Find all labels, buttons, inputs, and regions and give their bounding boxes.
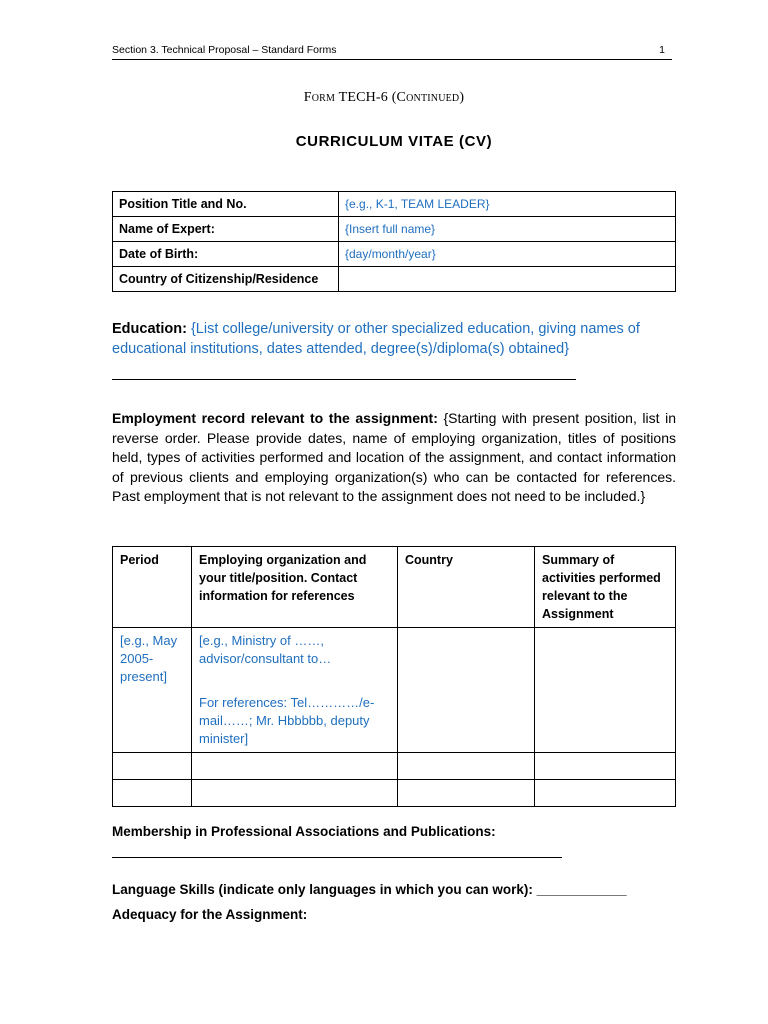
citizenship-label: Country of Citizenship/Residence bbox=[113, 267, 339, 292]
page-number: 1 bbox=[659, 44, 665, 56]
example-references: For references: Tel…………/e-mail……; Mr. Hbbbbb, deputy minister] bbox=[199, 695, 375, 746]
table-cell[interactable] bbox=[113, 780, 192, 807]
date-of-birth-label: Date of Birth: bbox=[113, 242, 339, 267]
language-skills-label: Language Skills (indicate only languages in which you can work): ____________ bbox=[112, 882, 627, 897]
column-header-summary: Summary of activities performed relevant to the Assignment bbox=[535, 547, 676, 628]
employment-section bbox=[112, 409, 676, 507]
adequacy-label: Adequacy for the Assignment: bbox=[112, 907, 308, 922]
example-country[interactable] bbox=[398, 628, 535, 753]
position-title-label: Position Title and No. bbox=[113, 192, 339, 217]
section-title: Section 3. Technical Proposal – Standard Forms bbox=[112, 44, 337, 56]
form-label: Form TECH-6 (Continued) bbox=[303, 90, 465, 105]
table-cell[interactable] bbox=[398, 780, 535, 807]
column-header-organization: Employing organization and your title/position. Contact information for references bbox=[192, 547, 398, 628]
citizenship-field[interactable] bbox=[339, 267, 676, 292]
education-section bbox=[112, 319, 678, 359]
example-summary[interactable] bbox=[535, 628, 676, 753]
table-row bbox=[113, 753, 676, 780]
table-cell[interactable] bbox=[113, 753, 192, 780]
expert-name-field[interactable]: {Insert full name} bbox=[339, 217, 676, 242]
expert-info-table bbox=[112, 191, 676, 292]
table-cell[interactable] bbox=[535, 753, 676, 780]
table-cell[interactable] bbox=[398, 753, 535, 780]
table-row bbox=[113, 267, 676, 292]
example-period[interactable]: [e.g., May 2005-present] bbox=[113, 628, 192, 753]
table-row bbox=[113, 780, 676, 807]
column-header-period: Period bbox=[113, 547, 192, 628]
employment-table bbox=[112, 546, 676, 807]
example-organization: [e.g., Ministry of ……, advisor/consultant to… bbox=[199, 633, 332, 666]
expert-name-label: Name of Expert: bbox=[113, 217, 339, 242]
table-row bbox=[113, 217, 676, 242]
education-fill-line[interactable] bbox=[112, 379, 576, 380]
example-organization-cell[interactable] bbox=[192, 628, 398, 753]
document-title: CURRICULUM VITAE (CV) bbox=[295, 133, 493, 150]
table-cell[interactable] bbox=[535, 780, 676, 807]
employment-label: Employment record relevant to the assignment: bbox=[112, 410, 438, 426]
table-cell[interactable] bbox=[192, 753, 398, 780]
education-instructions: {List college/university or other specialized education, giving names of educational institutions, dates attended, degree(s)/diploma(s) obtained} bbox=[112, 321, 640, 357]
table-cell[interactable] bbox=[192, 780, 398, 807]
page-header bbox=[112, 43, 672, 60]
table-row bbox=[113, 192, 676, 217]
employment-instructions: {Starting with present position, list in reverse order. Please provide dates, name of employing organization, titles of positions held, types of activities performed and location of the assignment, and contact information of previous clients and employing organization(s) who can be contacted for references. Past employment that is not relevant to the assignment does not need to be included.} bbox=[112, 410, 677, 504]
table-header-row bbox=[113, 547, 676, 628]
date-of-birth-field[interactable]: {day/month/year} bbox=[339, 242, 676, 267]
table-row bbox=[113, 242, 676, 267]
education-label: Education: bbox=[112, 321, 187, 337]
column-header-country: Country bbox=[398, 547, 535, 628]
membership-fill-line[interactable] bbox=[112, 857, 562, 858]
table-row bbox=[113, 628, 676, 753]
membership-label: Membership in Professional Associations and Publications: bbox=[112, 824, 496, 839]
position-title-field[interactable]: {e.g., K-1, TEAM LEADER} bbox=[339, 192, 676, 217]
